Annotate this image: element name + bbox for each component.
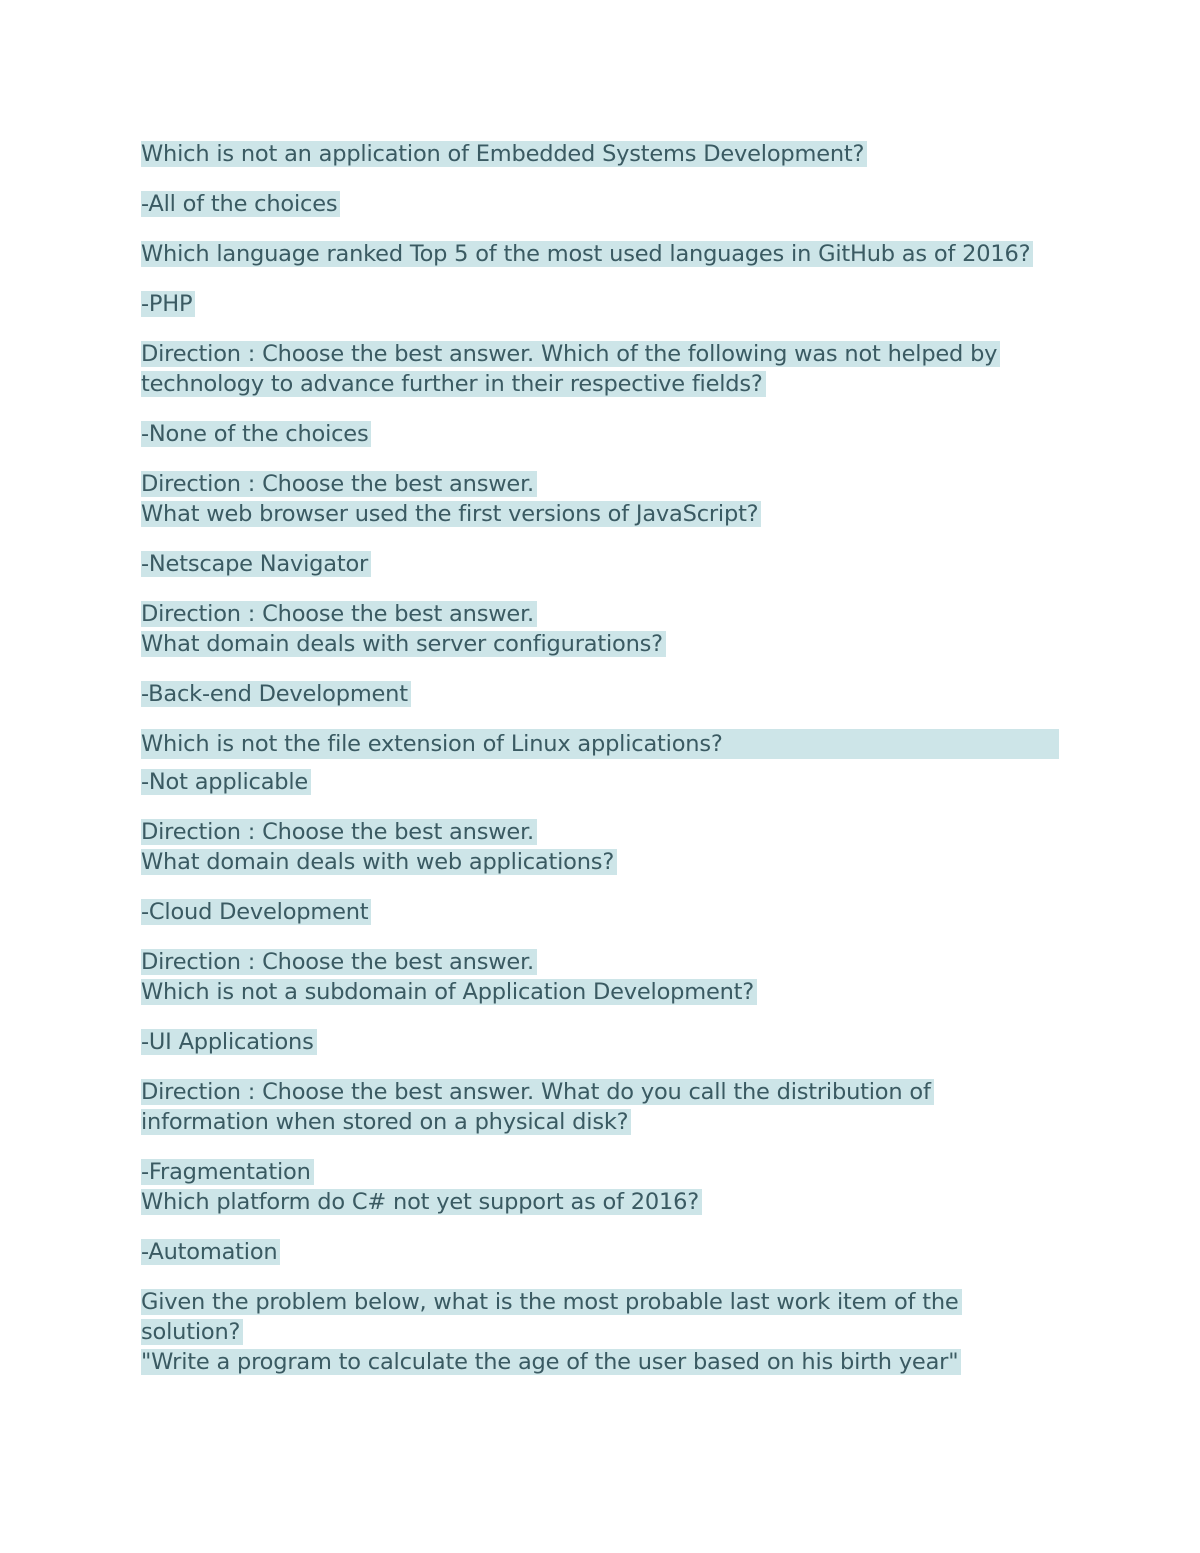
question-3: Direction : Choose the best answer. Which of the following was not helped by technology to advance further in their respective fields? (141, 339, 1026, 399)
question-6: Which is not the file extension of Linux applications? (141, 729, 1061, 759)
question-11: Given the problem below, what is the most probable last work item of the solution? "Write a program to calculate the age of the user based on his birth year" (141, 1287, 1061, 1377)
question-8: Direction : Choose the best answer. Which is not a subdomain of Application Development? (141, 947, 1061, 1007)
answer-4: -Netscape Navigator (141, 549, 1061, 579)
question-10: Which platform do C# not yet support as of 2016? (141, 1187, 1061, 1217)
answer-6: -Not applicable (141, 767, 1061, 797)
question-1: Which is not an application of Embedded Systems Development? (141, 139, 1061, 169)
answer-10: -Automation (141, 1237, 1061, 1267)
answer-8: -UI Applications (141, 1027, 1061, 1057)
answer-7: -Cloud Development (141, 897, 1061, 927)
answer-5: -Back-end Development (141, 679, 1061, 709)
question-9: Direction : Choose the best answer. What do you call the distribution of information when stored on a physical disk? (141, 1077, 956, 1137)
question-7: Direction : Choose the best answer. What domain deals with web applications? (141, 817, 1061, 877)
answer-1: -All of the choices (141, 189, 1061, 219)
document-page (141, 139, 1061, 1397)
answer-2: -PHP (141, 289, 1061, 319)
question-5: Direction : Choose the best answer. What domain deals with server configurations? (141, 599, 1061, 659)
answer-9: -Fragmentation (141, 1157, 1061, 1187)
question-4: Direction : Choose the best answer. What web browser used the first versions of JavaScript? (141, 469, 1061, 529)
question-2: Which language ranked Top 5 of the most used languages in GitHub as of 2016? (141, 239, 1061, 269)
answer-3: -None of the choices (141, 419, 1061, 449)
